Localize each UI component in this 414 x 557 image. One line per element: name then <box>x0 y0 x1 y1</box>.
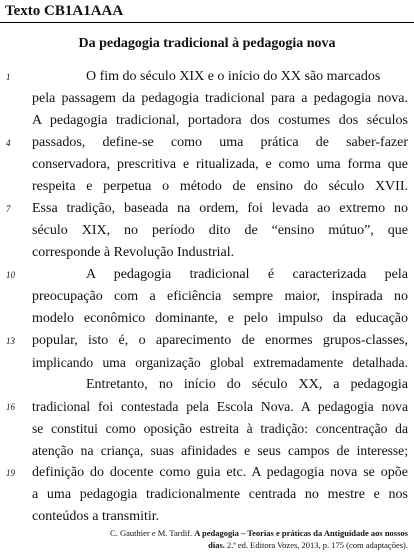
text-line-21: conteúdos a transmitir. <box>32 509 160 524</box>
text-line-3: A pedagogia tradicional, portadora dos costumes dos séculos <box>32 113 408 128</box>
text-line-19: definição do docente como guia etc. A pedagogia nova se opõe <box>32 465 408 480</box>
citation-work: A pedagogia – Teorias e práticas da Antiguidade aos nossos dias. <box>194 528 408 550</box>
text-title: Da pedagogia tradicional à pedagogia nova <box>78 36 336 51</box>
text-line-4: passados, define-se como uma prática de saber-fazer <box>32 135 408 150</box>
text-line-12: modelo econômico dominante, e pelo impulso da educação <box>32 311 408 326</box>
citation-authors: C. Gauthier e M. Tardif. <box>110 528 193 538</box>
line-number: 13 <box>6 336 15 346</box>
line-number: 4 <box>6 138 11 148</box>
text-line-13: popular, isto é, o aparecimento de enormes grupos-classes, <box>32 333 408 348</box>
text-line-1: O fim do século XIX e o início do XX são marcados <box>86 69 381 84</box>
line-number: 1 <box>6 72 11 82</box>
text-line-7: Essa tradição, baseada na ordem, foi levada ao extremo no <box>32 201 408 216</box>
text-line-16: tradicional foi contestada pela Escola Nova. A pedagogia nova <box>32 399 408 414</box>
line-number: 10 <box>6 270 15 280</box>
citation-publication: 2.ª ed. Editora Vozes, 2013, p. 175 (com adaptações). <box>227 540 408 550</box>
source-citation <box>108 527 408 551</box>
text-line-10: A pedagogia tradicional é caracterizada pela <box>86 267 408 282</box>
text-line-6: respeita e perpetua o método de ensino do século XVII. <box>32 179 408 194</box>
text-line-15: Entretanto, no início do século XX, a pedagogia <box>86 377 408 392</box>
text-line-17: se constitui como oposição estreita à tradição: concentração da <box>32 421 408 436</box>
text-line-2: pela passagem da pedagogia tradicional para a pedagogia nova. <box>32 91 408 106</box>
text-line-14: implicando uma organização global extremadamente detalhada. <box>32 355 408 370</box>
line-number: 7 <box>6 204 11 214</box>
text-line-18: atenção na criança, suas afinidades e seus campos de interesse; <box>32 443 408 458</box>
text-label: Texto CB1A1AAA <box>5 3 124 19</box>
text-line-5: conservadora, prescritiva e ritualizada, e como uma forma que <box>32 157 408 172</box>
text-line-8: século XIX, no período dito de “ensino mútuo”, que <box>32 223 408 238</box>
text-line-20: a uma pedagogia tradicionalmente centrada no mestre e nos <box>32 487 408 502</box>
header-divider <box>0 22 414 23</box>
text-line-9: corresponde à Revolução Industrial. <box>32 245 235 260</box>
line-number: 16 <box>6 402 15 412</box>
text-line-11: preocupação com a eficiência sempre maior, inspirada no <box>32 289 408 304</box>
line-number: 19 <box>6 468 15 478</box>
